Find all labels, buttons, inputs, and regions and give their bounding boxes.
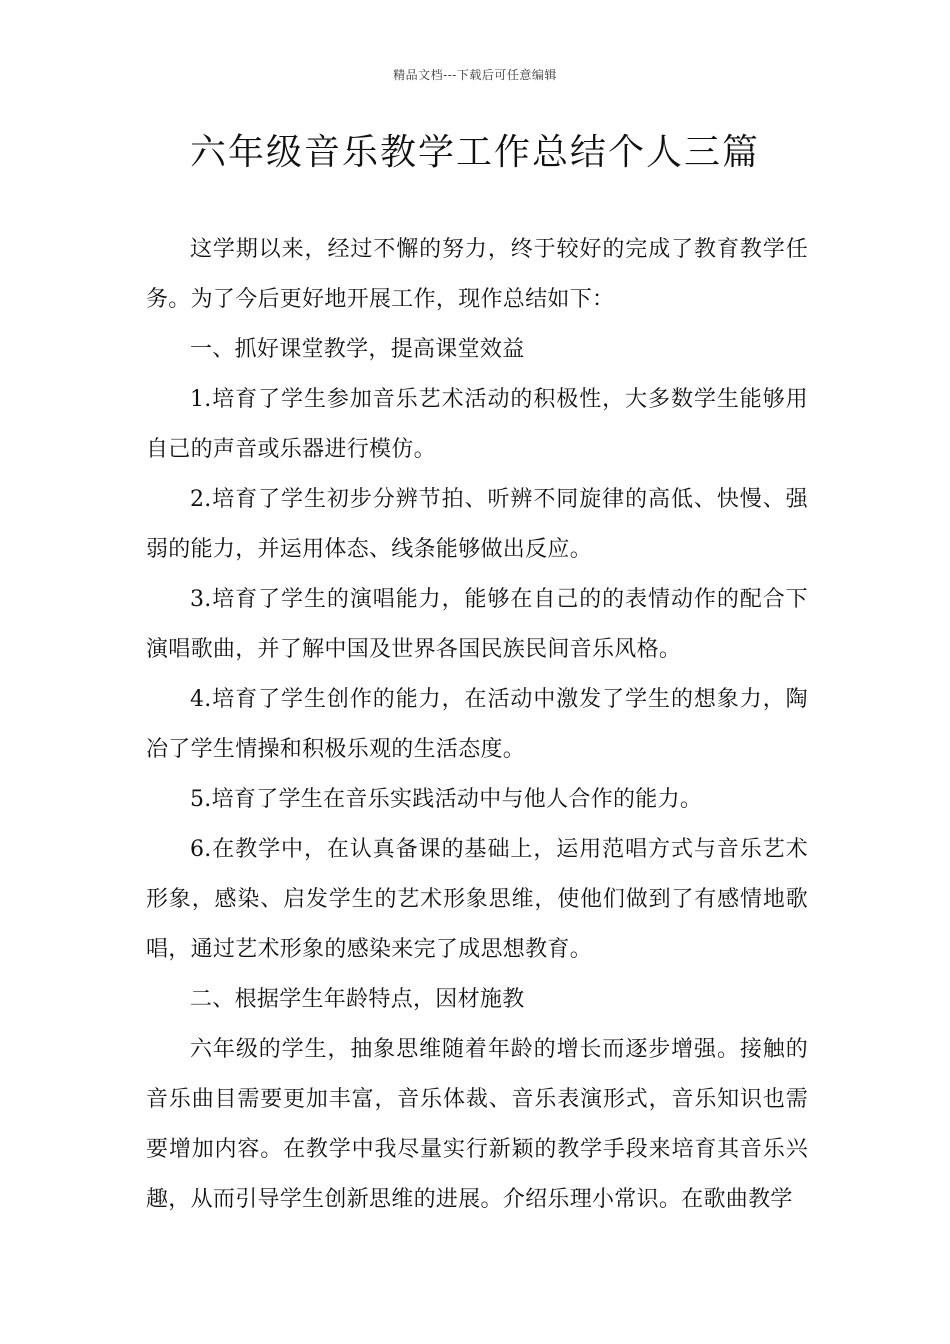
paragraph-item-6: 6.在教学中，在认真备课的基础上，运用范唱方式与音乐艺术形象，感染、启发学生的艺术形象思维，使他们做到了有感情地歌唱，通过艺术形象的感染来完了成思想教育。 <box>146 837 808 962</box>
header-note: 精品文档---下载后可任意编辑 <box>393 68 557 82</box>
document-body <box>146 225 808 1225</box>
paragraph-grade-six: 六年级的学生，抽象思维随着年龄的增长而逐步增强。接触的音乐曲目需要更加丰富，音乐体裁、音乐表演形式，音乐知识也需要增加内容。在教学中我尽量实行新颖的教学手段来培育其音乐兴趣，从而引导学生创新思维的进展。介绍乐理小常识。在歌曲教学 <box>146 1037 808 1212</box>
paragraph-item-4: 4.培育了学生创作的能力，在活动中激发了学生的想象力，陶冶了学生情操和积极乐观的生活态度。 <box>146 687 808 762</box>
paragraph-item-5: 5.培育了学生在音乐实践活动中与他人合作的能力。 <box>190 787 703 812</box>
section-heading-2: 二、根据学生年龄特点，因材施教 <box>190 987 525 1012</box>
paragraph-item-2: 2.培育了学生初步分辨节拍、听辨不同旋律的高低、快慢、强弱的能力，并运用体态、线条能够做出反应。 <box>146 487 808 562</box>
paragraph-intro: 这学期以来，经过不懈的努力，终于较好的完成了教育教学任务。为了今后更好地开展工作，现作总结如下： <box>146 237 808 312</box>
paragraph-item-3: 3.培育了学生的演唱能力，能够在自己的的表情动作的配合下演唱歌曲，并了解中国及世界各国民族民间音乐风格。 <box>146 587 808 662</box>
paragraph-item-1: 1.培育了学生参加音乐艺术活动的积极性，大多数学生能够用自己的声音或乐器进行模仿。 <box>146 387 808 462</box>
section-heading-1: 一、抓好课堂教学，提高课堂效益 <box>190 337 525 362</box>
document-title: 六年级音乐教学工作总结个人三篇 <box>189 132 760 173</box>
